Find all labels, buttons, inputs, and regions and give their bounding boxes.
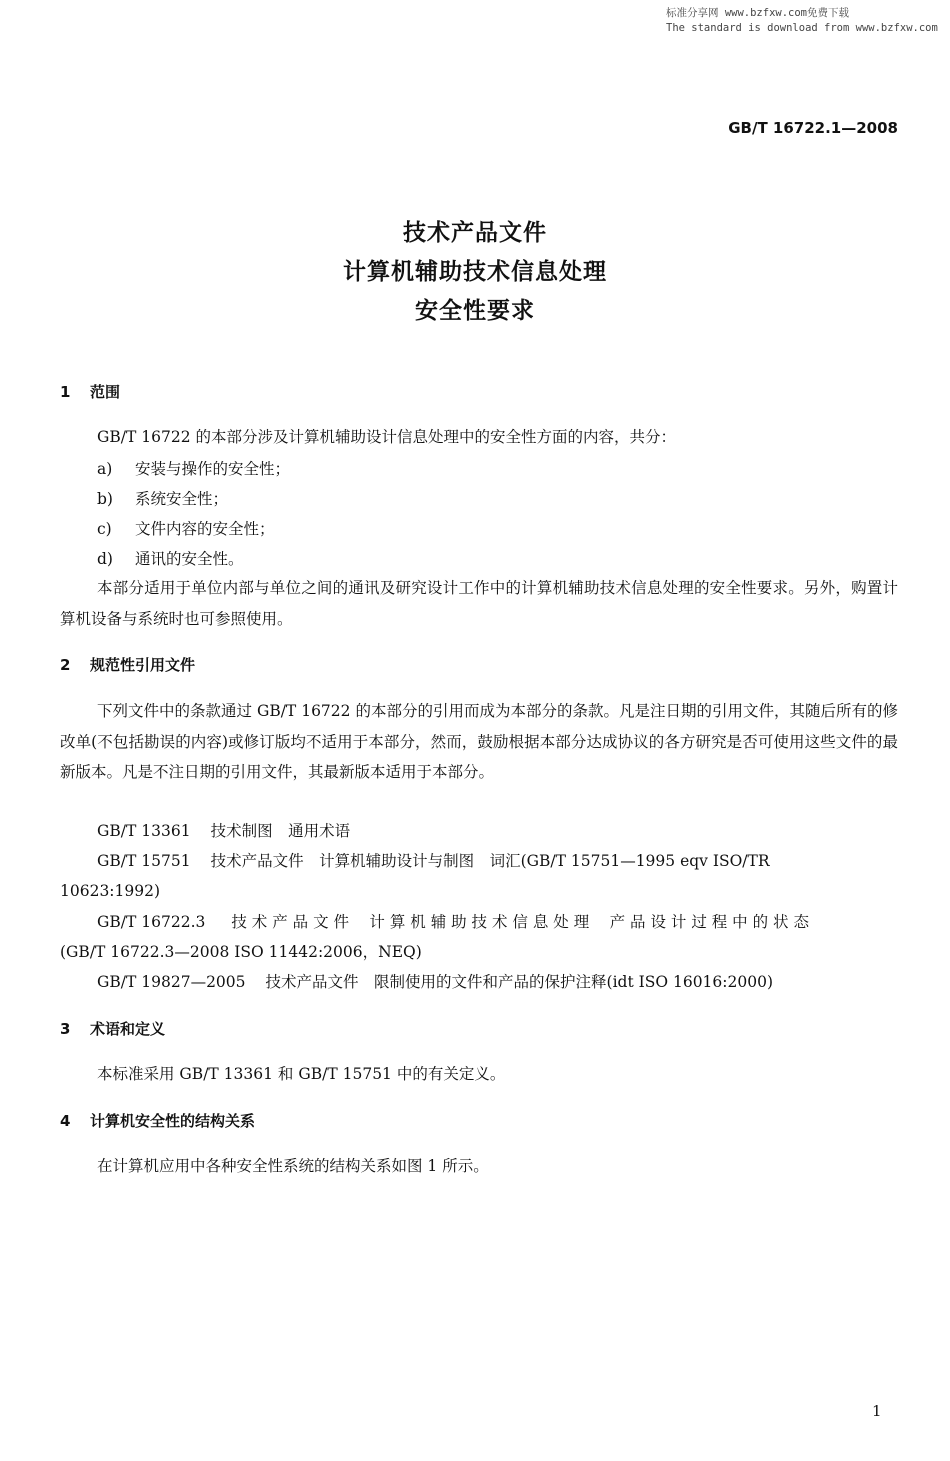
section-1-intro: GB/T 16722 的本部分涉及计算机辅助设计信息处理中的安全性方面的内容，共分： bbox=[97, 428, 676, 446]
list-marker: a) bbox=[97, 460, 113, 478]
list-marker: d) bbox=[97, 550, 113, 568]
section-number: 3 bbox=[60, 1020, 71, 1038]
section-3-paragraph: 本标准采用 GB/T 13361 和 GB/T 15751 中的有关定义。 bbox=[97, 1065, 506, 1083]
list-item bbox=[97, 547, 244, 569]
reference-entry bbox=[97, 967, 773, 997]
section-3-heading bbox=[60, 1018, 165, 1039]
list-marker: c) bbox=[97, 520, 112, 538]
section-title: 规范性引用文件 bbox=[90, 656, 196, 674]
section-4-heading bbox=[60, 1110, 255, 1131]
list-text: 通讯的安全性。 bbox=[135, 550, 244, 568]
title-line-3: 安全性要求 bbox=[415, 298, 535, 324]
list-item bbox=[97, 457, 290, 479]
section-title: 范围 bbox=[90, 383, 121, 401]
list-text: 安装与操作的安全性； bbox=[135, 460, 291, 478]
section-1-heading bbox=[60, 381, 120, 402]
standard-number: GB/T 16722.1—2008 bbox=[728, 119, 898, 137]
reference-code: GB/T 13361 bbox=[97, 822, 191, 840]
section-number: 2 bbox=[60, 656, 71, 674]
reference-title: 技术产品文件 限制使用的文件和产品的保护注释(idt ISO 16016:2000) bbox=[265, 973, 773, 991]
reference-title: 技术制图 通用术语 bbox=[210, 822, 351, 840]
section-title: 术语和定义 bbox=[90, 1020, 166, 1038]
section-number: 1 bbox=[60, 383, 71, 401]
reference-title: 技 术 产 品 文 件 计 算 机 辅 助 技 术 信 息 处 理 产 品 设 计 过 程 中 的 状 态 bbox=[231, 913, 809, 931]
section-2-heading bbox=[60, 654, 195, 675]
title-line-1: 技术产品文件 bbox=[403, 220, 547, 246]
reference-code: GB/T 15751 bbox=[97, 852, 191, 870]
reference-entry bbox=[97, 907, 809, 937]
section-4-paragraph: 在计算机应用中各种安全性系统的结构关系如图 1 所示。 bbox=[97, 1157, 489, 1175]
title-line-2: 计算机辅助技术信息处理 bbox=[343, 259, 607, 285]
watermark-line-2: The standard is download from www.bzfxw.com bbox=[666, 22, 938, 34]
reference-title: 技术产品文件 计算机辅助设计与制图 词汇(GB/T 15751—1995 eqv ISO/TR bbox=[210, 852, 770, 870]
list-item bbox=[97, 517, 275, 539]
watermark bbox=[666, 6, 938, 36]
reference-entry bbox=[97, 816, 350, 846]
reference-entry bbox=[97, 846, 770, 876]
reference-continuation: 10623:1992) bbox=[60, 882, 161, 900]
list-text: 系统安全性； bbox=[135, 490, 229, 508]
section-1-paragraph: 本部分适用于单位内部与单位之间的通讯及研究设计工作中的计算机辅助技术信息处理的安全性要求。另外，购置计算机设备与系统时也可参照使用。 bbox=[60, 579, 898, 628]
reference-continuation: (GB/T 16722.3—2008 ISO 11442:2006，NEQ) bbox=[60, 943, 422, 961]
list-marker: b) bbox=[97, 490, 113, 508]
section-title: 计算机安全性的结构关系 bbox=[90, 1112, 256, 1130]
page-number: 1 bbox=[872, 1402, 882, 1420]
list-text: 文件内容的安全性； bbox=[135, 520, 275, 538]
section-number: 4 bbox=[60, 1112, 71, 1130]
reference-code: GB/T 19827—2005 bbox=[97, 973, 246, 991]
section-2-paragraph: 下列文件中的条款通过 GB/T 16722 的本部分的引用而成为本部分的条款。凡是注日期的引用文件，其随后所有的修改单(不包括勘误的内容)或修订版均不适用于本部分，然而，鼓励根据本部分达成协议的各方研究是否可使用这些文件的最新版本。凡是不注日期的引用文件，其最新版本适用于本部分。 bbox=[60, 702, 898, 781]
reference-code: GB/T 16722.3 bbox=[97, 913, 206, 931]
watermark-line-1: 标准分享网 www.bzfxw.com免费下载 bbox=[666, 7, 850, 19]
list-item bbox=[97, 487, 228, 509]
